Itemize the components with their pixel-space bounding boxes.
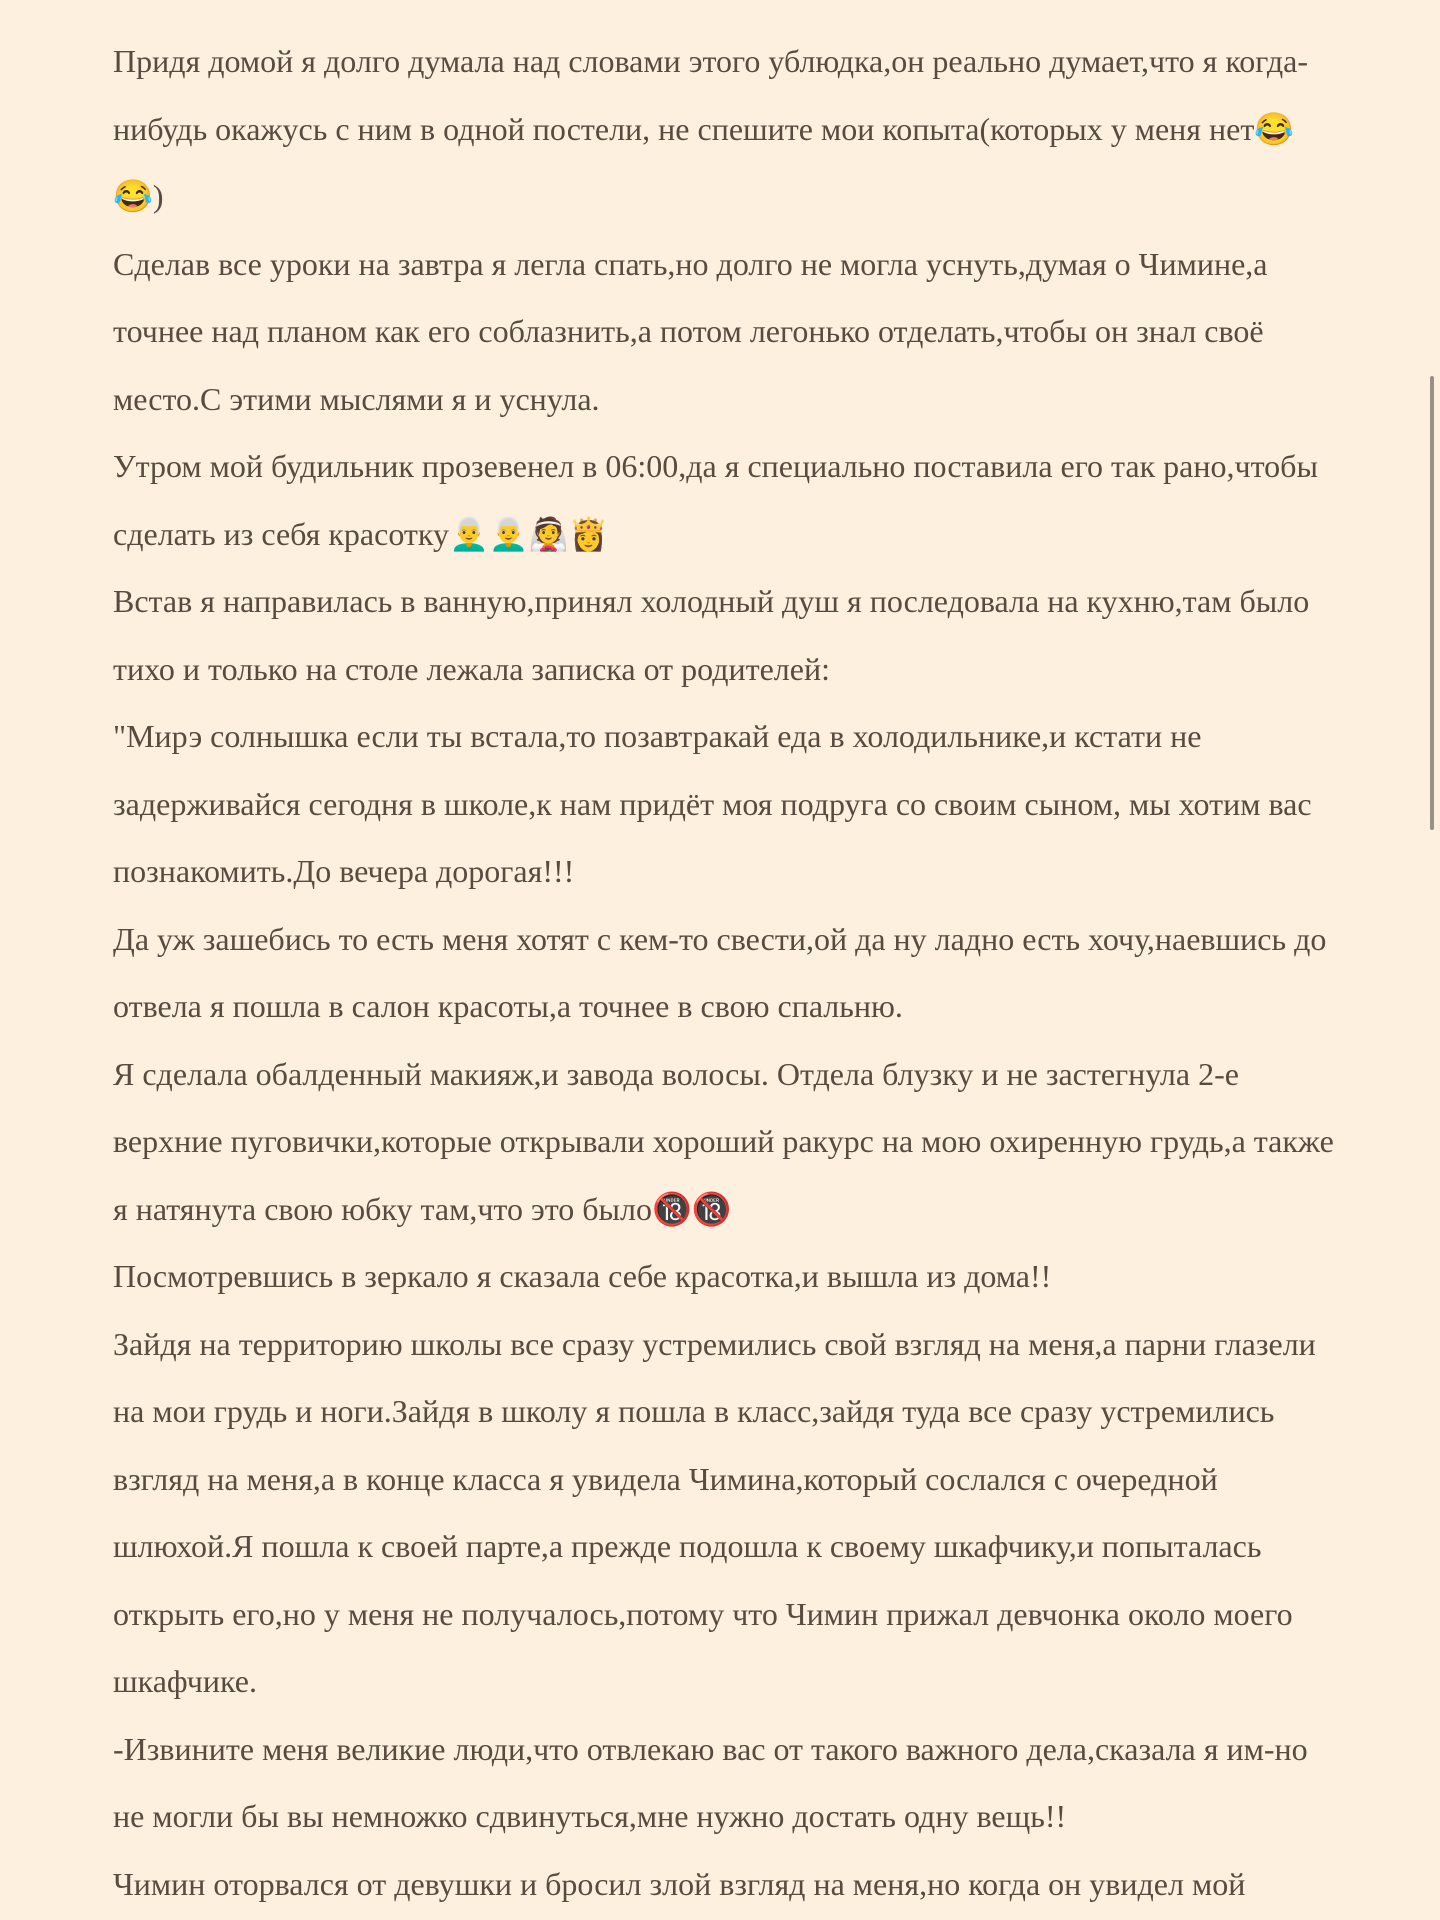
paragraph: Придя домой я долго думала над словами этого ублюдка,он реально думает,что я когда-нибудь окажусь с ним в одной постели, не спешите мои копыта(которых у меня нет😂😂) xyxy=(113,43,1308,214)
paragraph: Я сделала обалденный макияж,и завода волосы. Отдела блузку и не застегнула 2-е верхние пуговички,которые открывали хороший ракурс на мою охиренную грудь,а также я натянута свою юбку там,что это было🔞🔞 xyxy=(113,1055,1334,1227)
paragraph: "Мирэ солнышка если ты встала,то позавтракай еда в холодильнике,и кстати не задерживайся сегодня в школе,к нам придёт моя подруга со своим сыном, мы хотим вас познакомить.До вечера дорогая!!! xyxy=(113,718,1312,889)
paragraph: Утром мой будильник прозевенел в 06:00,да я специально поставила его так рано,чтобы сделать из себя красотку👨‍🦳👨‍🦳👰👸 xyxy=(113,448,1318,552)
paragraph: Чимин оторвался от девушки и бросил злой взгляд на меня,но когда он увидел мой xyxy=(113,1865,1246,1902)
chapter-text xyxy=(113,28,1338,1918)
paragraph: Зайдя на территорию школы все сразу устремились свой взгляд на меня,а парни глазели на мои грудь и ноги.Зайдя в школу я пошла в класс,зайдя туда все сразу устремились взгляд на меня,а в конце класса я увидела Чимина,который сослался с очередной шлюхой.Я пошла к своей парте,а прежде подошла к своему шкафчику,и попыталась открыть его,но у меня не получалось,потому что Чимин прижал девчонка около моего шкафчике. xyxy=(113,1325,1316,1699)
paragraph: Сделав все уроки на завтра я легла спать,но долго не могла уснуть,думая о Чимине,а точнее над планом как его соблазнить,а потом легонько отделать,чтобы он знал своё место.С этими мыслями я и уснула. xyxy=(113,245,1268,417)
vertical-scrollbar[interactable] xyxy=(1430,376,1434,830)
paragraph: Посмотревшись в зеркало я сказала себе красотка,и вышла из дома!! xyxy=(113,1258,1052,1294)
paragraph: Встав я направилась в ванную,принял холодный душ я последовала на кухню,там было тихо и только на столе лежала записка от родителей: xyxy=(113,583,1310,687)
paragraph: -Извините меня великие люди,что отвлекаю вас от такого важного дела,сказала я им-но не могли бы вы немножко сдвинуться,мне нужно достать одну вещь!! xyxy=(113,1730,1308,1834)
paragraph: Да уж зашебись то есть меня хотят с кем-то свести,ой да ну ладно есть хочу,наевшись до отвела я пошла в салон красоты,а точнее в свою спальню. xyxy=(113,920,1327,1024)
